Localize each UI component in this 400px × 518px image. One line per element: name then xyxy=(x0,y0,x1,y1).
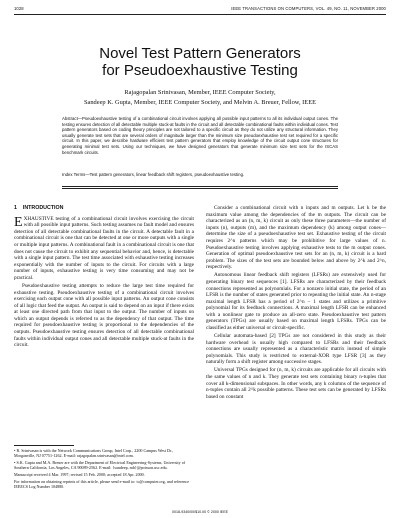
intro-paragraph-2: Pseudoexhaustive testing attempts to reduce the large test time required for exhaustive testing. Pseudoexhaustive testing of a combinational circuit involves exercising each output cone with all possible input patterns. An output cone consists of all logic that feed the output. An output is said to depend on an input if there exists at least one directed path from that input to the output. The number of inputs on which an output depends is referred to as the dependency of that output. The time required for pseudoexhaustive testing is proportional to the dependencies of the outputs. Pseudoexhaustive testing ensures detection of all detectable combinational faults within individual output cones and all detectable multiple stuck-at faults in the circuit. xyxy=(14,282,194,349)
running-header xyxy=(14,6,386,14)
right-paragraph-1: Consider a combinational circuit with n inputs and m outputs. Let k be the maximum value among the dependencies of the m outputs. The circuit can be characterized as an (n, m, k) circuit as only these three parameters—the number of inputs (n), outputs (m), and the maximum dependency (k) among output cones—determine the size of a pseudoexhaustive test set. Exhaustive testing of the circuit requires 2^n patterns which may be prohibitive for large values of n. Pseudoexhaustive testing involves applying exhaustive tests to the m output cones. Generation of optimal pseudoexhaustive test sets for an (n, m, k) circuit is a hard problem. The sizes of the test sets are bounded below and above by 2^k and 2^n, respectively. xyxy=(206,205,386,271)
left-column xyxy=(14,205,194,350)
paper-title xyxy=(0,45,400,79)
right-paragraph-3: Cellular automata-based [2] TPGs are not considered in this study as their hardware overhead is usually high compared to LFSRs and their feedback connections are usually represented as a characteristic matrix instead of simple polynomials. This study is restricted to external-XOR type LFSR [3] as they naturally form a shift register among successive stages. xyxy=(206,333,386,366)
section-number: 1 xyxy=(14,205,17,211)
right-column xyxy=(206,205,386,402)
intro-paragraph-1-text: XHAUSTIVE testing of a combinational circuit involves exercising the circuit with all possible input patterns. Such testing assumes no fault model and ensures detection of all detectable combinational faults in the circuit. A detectable fault in a combinational circuit is one that can be detected at one or more outputs with a single or multiple input patterns. A combinational fault in a combinational circuit is one that does not cause the circuit to exhibit any sequential behavior and, hence, is detectable with a single input pattern. The test time associated with exhaustive testing increases exponentially with the number of inputs to the circuit. For circuits with a large number of inputs, exhaustive testing is very time consuming and may not be practical. xyxy=(14,215,194,281)
section-title: INTRODUCTION xyxy=(22,205,64,211)
authors-line-1: Rajagopalan Srinivasan, Member, IEEE Computer Society, xyxy=(124,89,276,96)
abstract-rule xyxy=(62,186,338,187)
header-rule xyxy=(14,14,386,15)
title-line-2: for Pseudoexhaustive Testing xyxy=(102,62,298,79)
page-number: 1028 xyxy=(14,6,24,11)
footnote-manuscript: Manuscript received 4 Mar. 1997; revised 15 Feb. 2000; accepted 18 Apr. 2000. xyxy=(14,472,145,477)
footnote-affiliation-1: • R. Srinivasan is with the Network Communications Group, Intel Corp., 2200 Campus West Dr., Morganville, NJ 07751-1262. E-mail: rajagopalan.srinivasan@intel.com. xyxy=(14,448,174,459)
section-heading xyxy=(14,205,194,212)
footnote-affiliation-2: • S.K. Gupta and M.A. Breuer are with the Department of Electrical Engineering-Systems, University of Southern California, Los Angeles, CA 90089-2562. E-mail: {sandeep, mb}@poisson.usc.edu. xyxy=(14,460,186,471)
index-terms: Index Terms—Test pattern generators, linear feedback shift registers, pseudoexhaustive testing. xyxy=(62,172,245,177)
intro-paragraph-1 xyxy=(14,216,194,282)
authors-line-2: Sandeep K. Gupta, Member, IEEE Computer Society, and Melvin A. Breuer, Fellow, IEEE xyxy=(83,98,317,106)
abstract: Abstract—Pseudoexhaustive testing of a combinational circuit involves applying all possible input patterns to all its individual output cones. The testing ensures detection of all detectable multiple stuck-at faults in the circuit and all detectable combinational faults within individual cones. Test pattern generators based on coding theory principles are not tailored to a specific circuit as they do not utilize any structural information. They usually generate test sets that are several orders of magnitude larger than the minimum size pseudoexhaustive test set required for a specific circuit. In this paper, we describe hardware efficient test pattern generators that employ knowledge of the circuit output cone structures for generating minimal test sets. Using our techniques, we have designed generators that generate minimum size test sets for the ISCAS benchmark circuits. xyxy=(62,116,338,155)
title-line-1: Novel Test Pattern Generators xyxy=(99,45,301,62)
copyright-line: 0018-9340/00/$10.00 © 2000 IEEE xyxy=(172,510,228,514)
journal-header: IEEE TRANSACTIONS ON COMPUTERS, VOL. 49, NO. 11, NOVEMBER 2000 xyxy=(231,6,386,11)
abstract-rule-2 xyxy=(62,188,338,189)
footnote-rule xyxy=(14,445,74,446)
author-list xyxy=(0,88,400,107)
right-paragraph-2: Autonomous linear feedback shift registers (LFSRs) are extensively used for generating binary test sequences [1]. LFSRs are characterized by their feedback connections represented as polynomials. For a nonzero initial state, the period of an LFSR is the number of states generated prior to repeating the initial state. An n-stage maximal length LFSR has a period of 2^n − 1 states and utilizes a primitive polynomial for its feedback connections. A maximal length LFSR can be enhanced with a nonlinear gate to produce an all-zero state. Pseudoexhaustive test pattern generators (TPGs) are usually based on maximal length LFSRs. TPGs can be classified as either universal or circuit-specific. xyxy=(206,272,386,332)
drop-cap: E xyxy=(14,214,23,230)
footnotes xyxy=(14,448,194,491)
right-paragraph-4: Universal TPGs designed for (n, m, k) circuits are applicable for all circuits with the same values of n and k. They generate test sets containing binary n-tuples that cover all k-dimensional subspaces. In other words, any k columns of the sequence of n-tuples contain all 2^k possible patterns. These test sets can be generated by LFSRs based on constant xyxy=(206,367,386,400)
footnote-reprints: For information on obtaining reprints of this article, please send e-mail to: tc@computer.org, and reference IEEECS Log Number 104880. xyxy=(14,478,190,489)
